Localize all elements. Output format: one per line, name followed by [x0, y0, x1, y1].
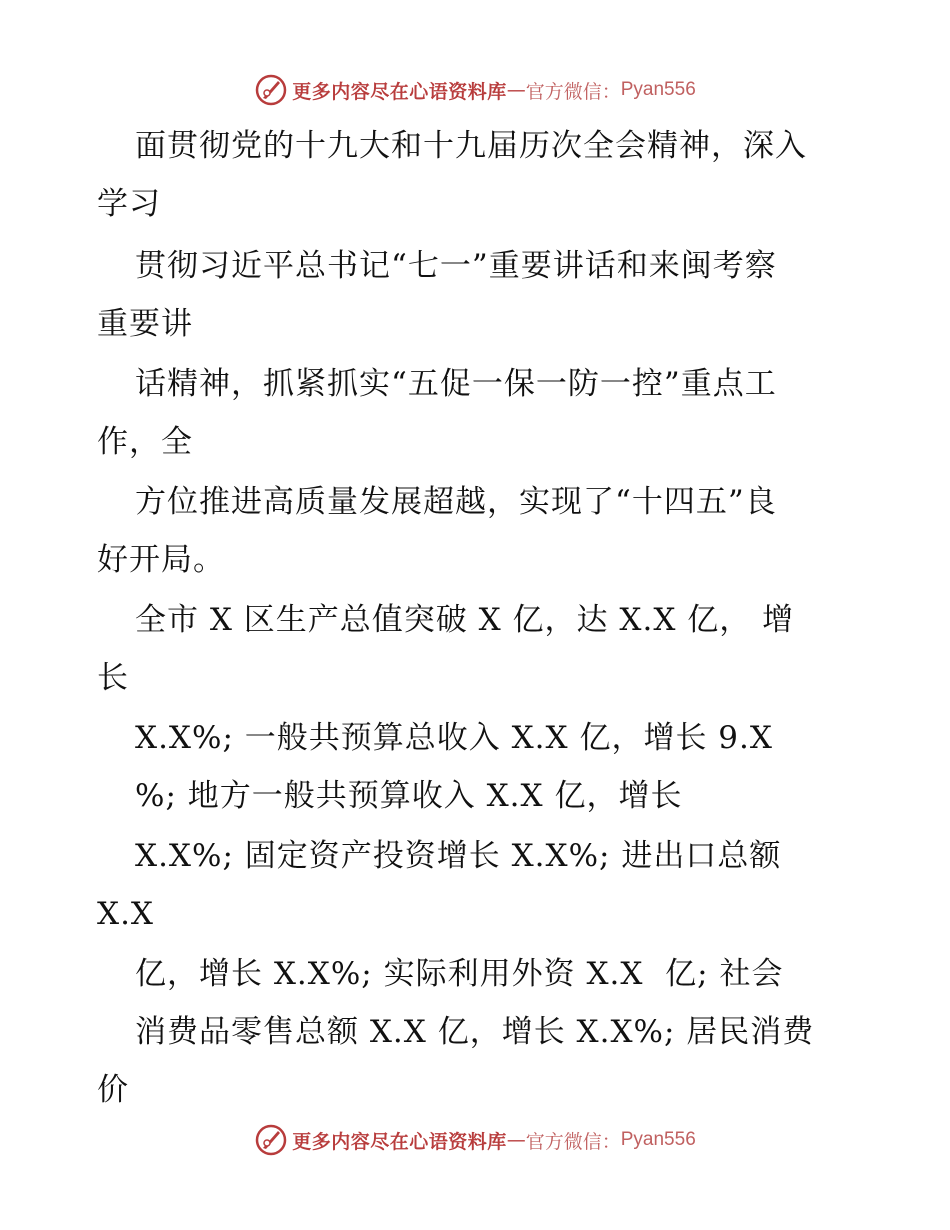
text-line: 消费品零售总额 X.X 亿，增长 X.X%; 居民消费: [135, 1014, 815, 1050]
text-line: 学习: [97, 186, 161, 222]
watermark-main-text: 更多内容尽在心语资料库: [292, 1130, 507, 1153]
text-line: 方位推进高质量发展超越，实现了“十四五”良: [135, 484, 777, 520]
text-line: 贯彻习近平总书记“七一”重要讲话和来闽考察: [135, 248, 777, 284]
watermark-wechat-id: Pyan556: [620, 79, 696, 100]
watermark-dash: —: [506, 1129, 526, 1151]
text-line: X.X%; 一般共预算总收入 X.X 亿，增长 9.X: [135, 720, 773, 756]
watermark-wechat-id: Pyan556: [620, 1129, 696, 1150]
text-line: 作，全: [97, 424, 193, 460]
watermark-main-text: 更多内容尽在心语资料库: [292, 80, 507, 103]
text-line: 面贯彻党的十九大和十九届历次全会精神，深入: [135, 128, 807, 164]
text-line: X.X%; 固定资产投资增长 X.X%; 进出口总额: [135, 838, 782, 874]
watermark-dash: —: [506, 79, 526, 101]
footer-watermark: [0, 1120, 950, 1160]
quill-logo-icon: [254, 1123, 288, 1157]
header-watermark: [0, 70, 950, 110]
quill-logo-icon: [254, 73, 288, 107]
text-line: 价: [97, 1072, 129, 1108]
text-line: 好开局。: [97, 542, 225, 578]
text-line: X.X: [97, 896, 154, 932]
watermark-sub-text: 官方微信：: [525, 1130, 621, 1153]
text-line: %; 地方一般共预算收入 X.X 亿，增长: [135, 778, 683, 814]
text-line: 长: [97, 660, 129, 696]
watermark-sub-text: 官方微信：: [525, 80, 621, 103]
text-line: 重要讲: [97, 306, 193, 342]
text-line: 亿，增长 X.X%; 实际利用外资 X.X 亿; 社会: [135, 956, 784, 992]
text-line: 话精神，抓紧抓实“五促一保一防一控”重点工: [135, 366, 777, 402]
text-line: 全市 X 区生产总值突破 X 亿，达 X.X 亿， 增: [135, 602, 795, 638]
